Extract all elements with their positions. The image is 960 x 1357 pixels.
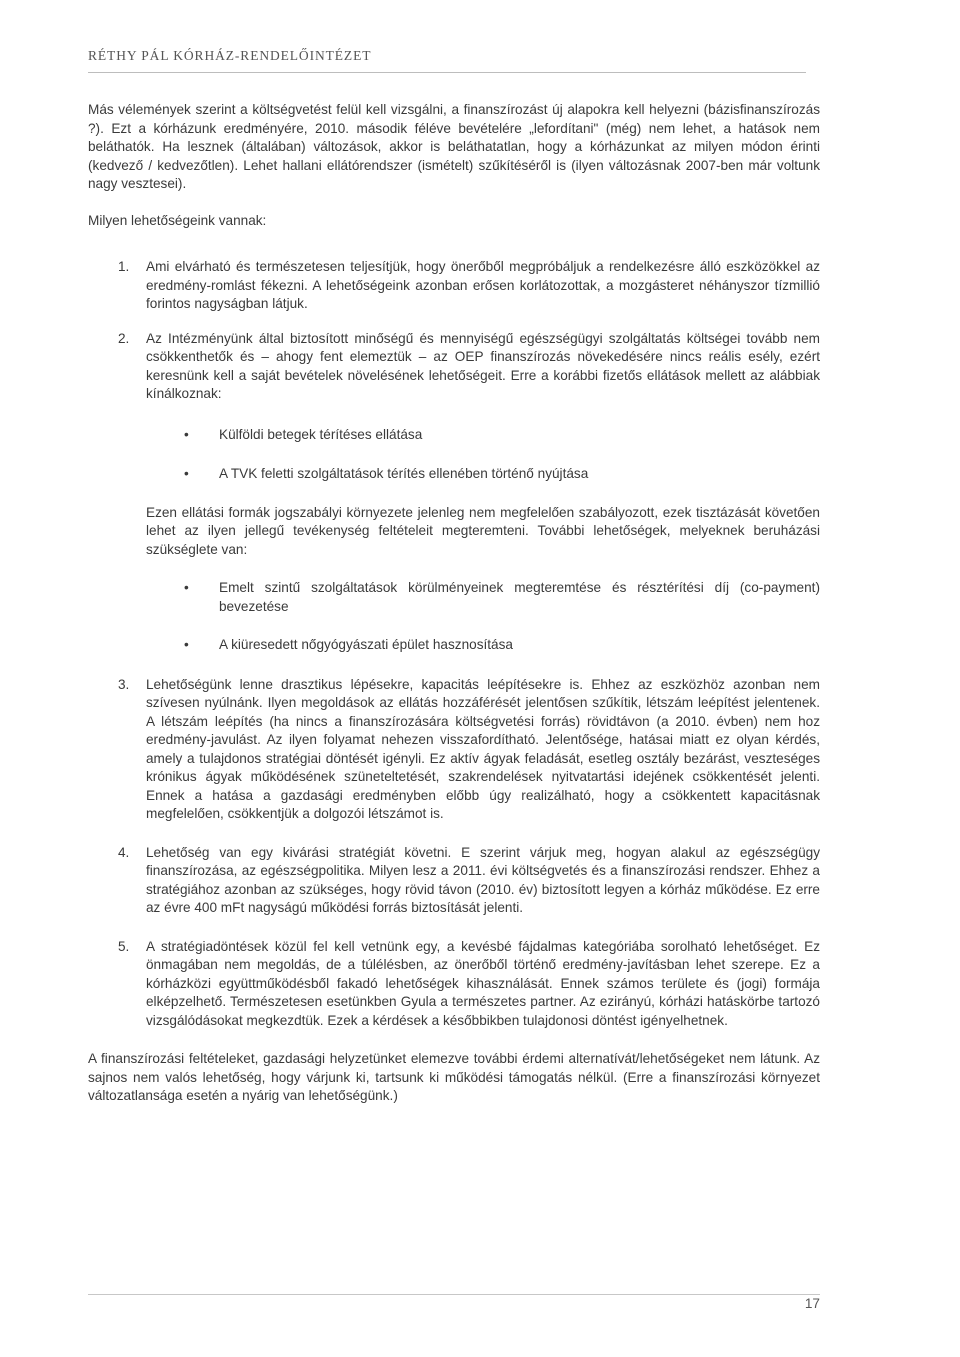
bullet-text: Emelt szintű szolgáltatások körülményeinek megteremtése és résztérítési díj (co-payment) bevezetése — [219, 580, 820, 614]
bullet-item — [88, 465, 820, 484]
bullet-dot: • — [184, 426, 189, 442]
options-question: Milyen lehetőségeink vannak: — [88, 212, 267, 228]
list-number: 2. — [118, 330, 130, 346]
bullet-item — [88, 579, 820, 616]
list-item-text: Lehetőségünk lenne drasztikus lépésekre, kapacitás leépítésekre is. Ehhez az eszközhöz azonban nem szívesen nyúlnánk. Ilyen megoldások az ellátás hozzáférését jelentősen szűkítik, létszám leépítést jelentenek. A létszám leépítés (ha nincs a finanszírozására költségvetési forrás) rövidtávon (a 2010. évben) nem hoz eredmény-javulást. Az ilyen folyamat nehezen visszafordítható. Jelentősége, hatásai miatt ez olyan kérdés, amely a tulajdonos stratégiai döntését igényli. Ez aktív ágyak feladását, esetleg osztály bezárást, veszteséges krónikus ágyak működésének szüneteltetését, szakrendelések nyitvatartási idejének csökkentését jelenti. Ennek a hatása a gazdasági eredményben előbb úgy realizálható, hogy a csökkentett kapacitásnak megfelelően, csökkentjük a dolgozói létszámot is. — [146, 676, 820, 821]
bullet-dot: • — [184, 580, 189, 595]
list-item-5 — [88, 938, 820, 1031]
list-number: 5. — [118, 938, 130, 954]
bullet-dot: • — [184, 637, 189, 652]
bullet-item — [88, 636, 820, 655]
intro-paragraph: Más vélemények szerint a költségvetést felül kell vizsgálni, a finanszírozást új alapokra kell helyezni (bázisfinanszírozás ?). Ezt a kórházunk eredményére, 2010. második féléve bevételére „lefordítani" (még) nem lehet, a hatások nem beláthatók. Ha lesznek (általában) változások, akkor is beláthatatlan, hogy a kórházunkat az milyen módon érinti (kedvező / kedvezőtlen). Lehet hallani ellátórendszer (ismételt) szűkítéséről is (ilyen változásnak 2007-ben már voltunk nagy vesztesei). — [88, 102, 820, 191]
running-header: RÉTHY PÁL KÓRHÁZ-RENDELŐINTÉZET — [88, 48, 372, 63]
bullet-text: A TVK feletti szolgáltatások térítés ellenében történő nyújtása — [219, 466, 589, 481]
bullet-text: Külföldi betegek térítéses ellátása — [219, 426, 423, 442]
list-item-4 — [88, 844, 820, 918]
item-2-continuation: Ezen ellátási formák jogszabályi környezete jelenleg nem megfelelően szabályozott, ezek tisztázását követően lehet az ilyen jellegű tevékenység feltételeit megteremteni. További lehetőségek, melyeknek beruházási szükséglete van: — [146, 504, 820, 557]
list-number: 1. — [118, 259, 130, 274]
page-number: 17 — [804, 1296, 820, 1311]
bullet-dot: • — [184, 466, 189, 481]
list-item-2 — [88, 330, 820, 404]
list-item-text: A stratégiadöntések közül fel kell vetnünk egy, a kevésbé fájdalmas kategóriába sorolható lehetőséget. Ez önmagában nem megoldás, de a túlélésben, az önerőből történő eredmény-javításban lehet szerepe. Ez a kórházközi együttműködésből fakadó lehetőségek kihasználását. Ennek számos területe és (jogi) formája elképzelhető. Természetesen esetünkben Gyula a természetes partner. Az ezirányú, kórházi hatáskörbe tartozó vizsgálódásokat megkezdtük. Ezek a kérdések a későbbikben tulajdonosi döntést igényelhetnek. — [146, 938, 820, 1028]
list-item-text: Lehetőség van egy kivárási stratégiát követni. E szerint várjuk meg, hogyan alakul az egészségügy finanszírozása, az egészségpolitika. Milyen lesz a 2011. évi költségvetés és a finanszírozási rendszer. Ehhez a stratégiához azonban az szükséges, hogy rövid távon (2010. év) biztosított legyen a kórház működése. Ez erre az évre 400 mFt nagyságú működési forrás biztosítását jelenti. — [146, 844, 820, 915]
list-item-3 — [88, 676, 820, 824]
document-body — [88, 101, 820, 1106]
list-item-text: Ami elvárható és természetesen teljesítjük, hogy önerőből megpróbáljuk a rendelkezésre álló eszközökkel az eredmény-romlást fékezni. A lehetőségeink azonban erősen korlátozottak, a mozgásteret néhányszor tízmillió forintos nagyságban látjuk. — [146, 259, 820, 311]
list-number: 3. — [118, 676, 130, 692]
closing-paragraph: A finanszírozási feltételeket, gazdasági helyzetünket elemezve további érdemi alternatívát/lehetőségeket nem látunk. Az sajnos nem valós lehetőség, hogy várjunk ki, tartsunk ki működési támogatás nélkül. (Erre a finanszírozási környezet változatlansága esetén a nyárig van lehetőségünk.) — [88, 1051, 820, 1103]
list-item-1 — [88, 258, 820, 314]
footer-divider — [88, 1294, 820, 1295]
bullet-text: A kiüresedett nőgyógyászati épület hasznosítása — [219, 637, 513, 652]
list-number: 4. — [118, 844, 130, 860]
list-item-text: Az Intézményünk által biztosított minőségű és mennyiségű egészségügyi szolgáltatás költségei tovább nem csökkenthetők és – ahogy fent elemeztük – az OEP finanszírozás növekedésére nincs reális esély, ezért keresnünk kell a saját bevételek növelésének lehetőségeit. Erre a korábbi fizetős ellátások mellett az alábbiak kínálkoznak: — [146, 330, 820, 401]
header-divider — [88, 72, 806, 73]
bullet-item — [88, 426, 820, 445]
